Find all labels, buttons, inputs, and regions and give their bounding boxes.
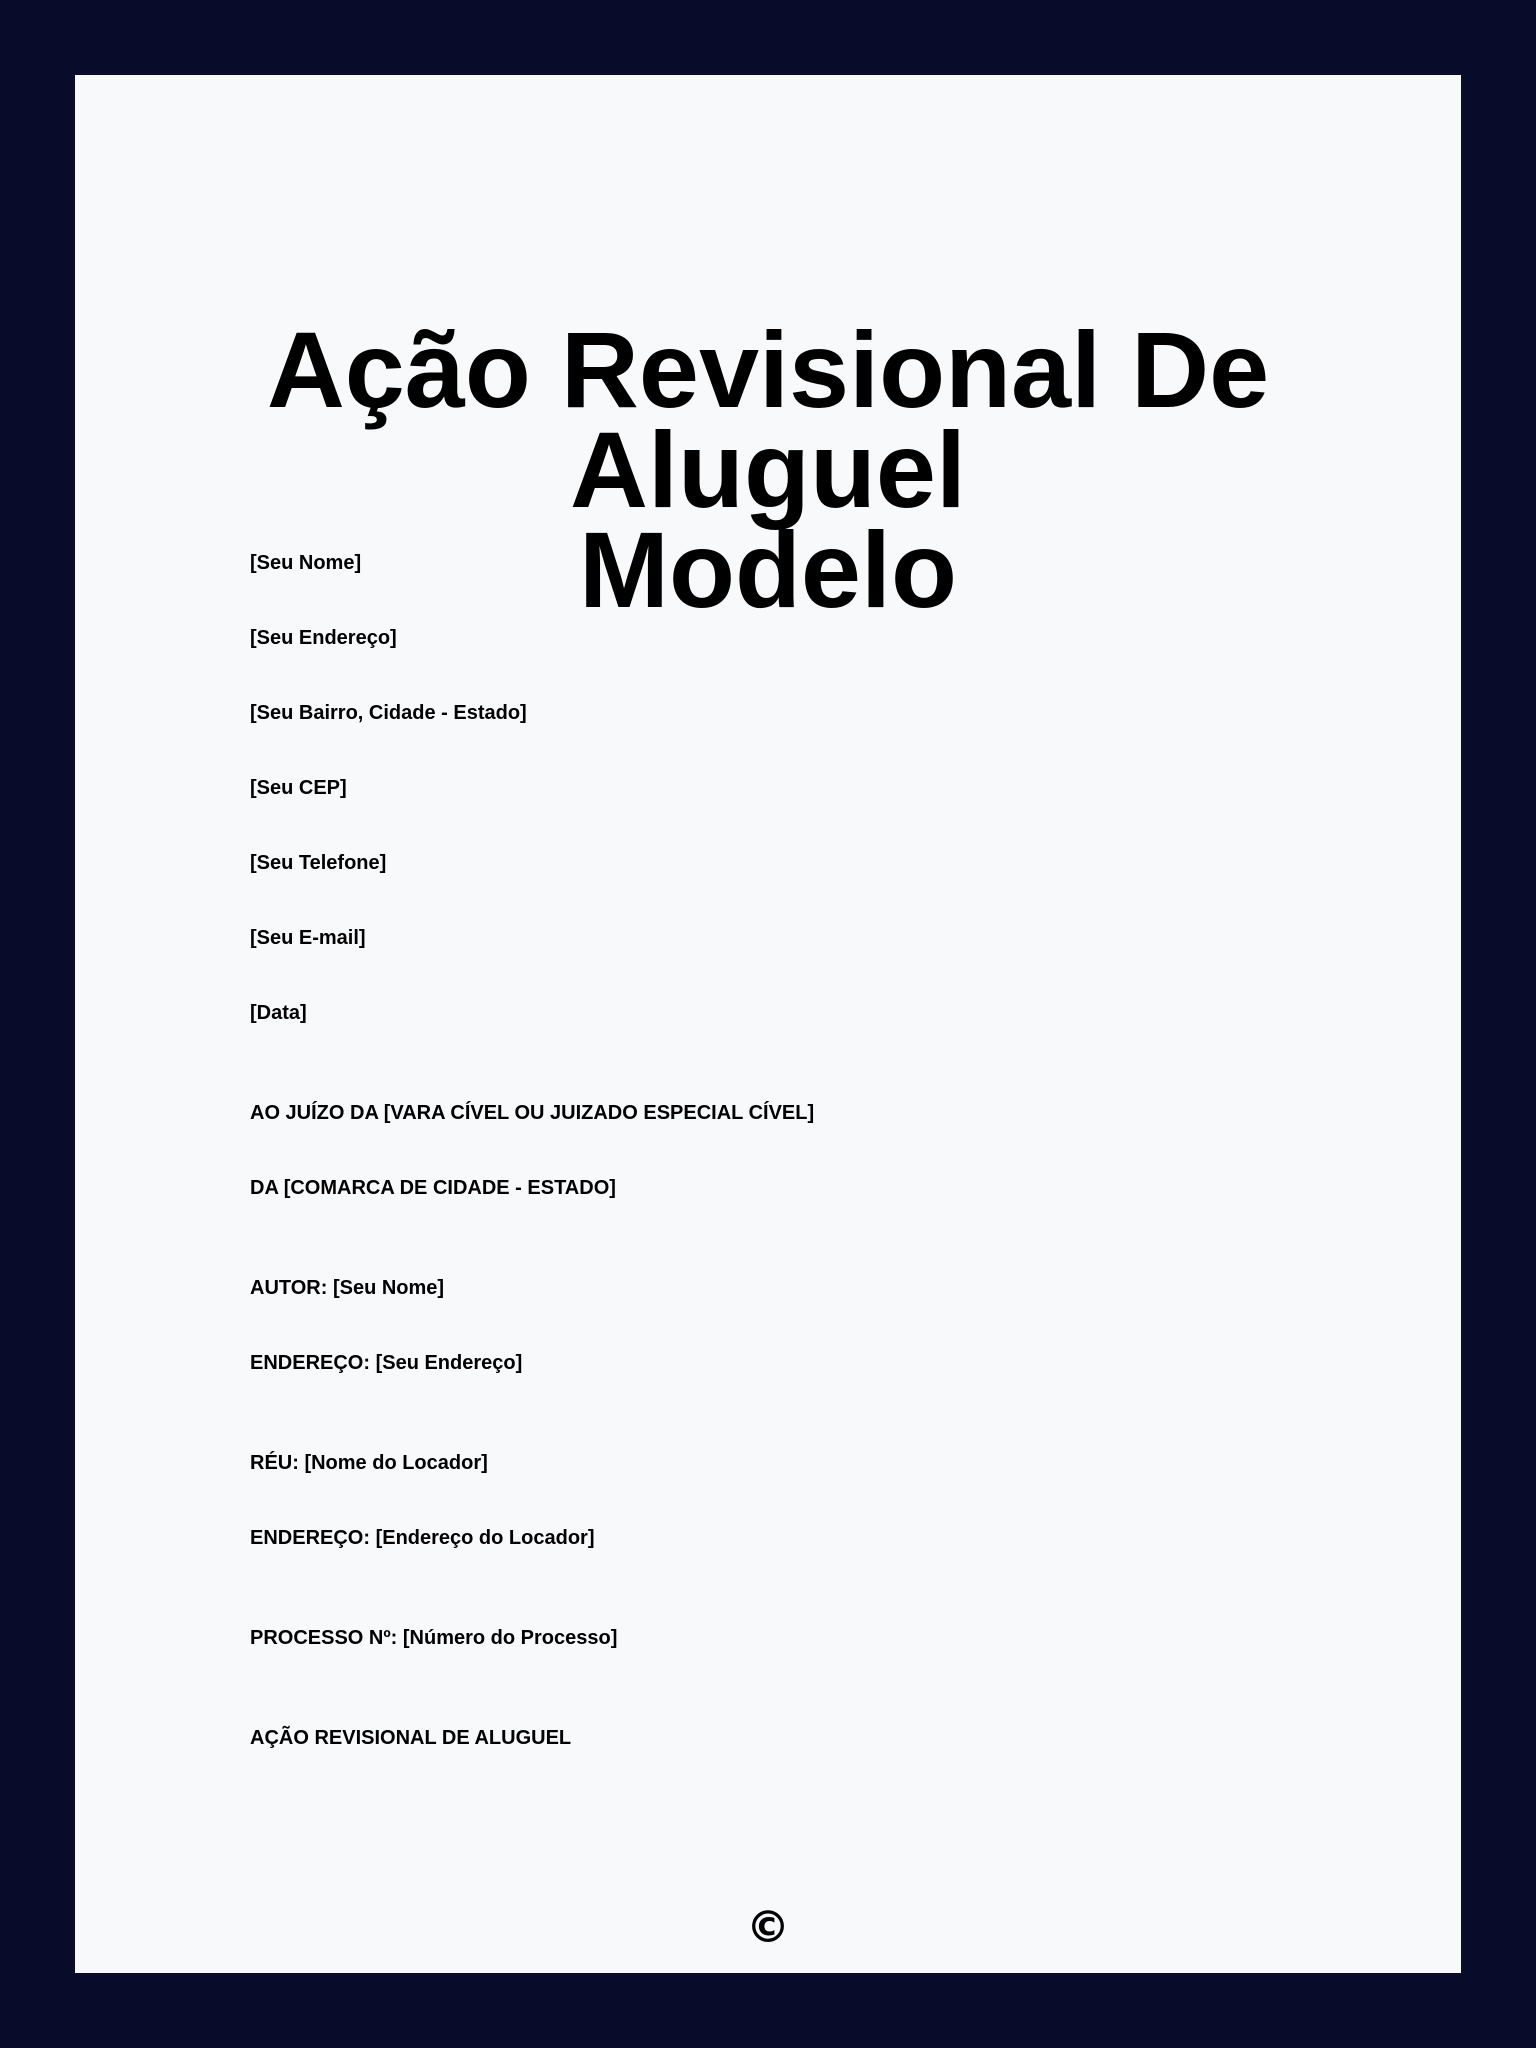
case-number: PROCESSO Nº: [Número do Processo] [250,1627,618,1649]
document-date: [Data] [250,1002,307,1024]
document-title [75,309,1461,630]
title-line-1: Ação Revisional De Aluguel [266,309,1270,530]
plaintiff-address: ENDEREÇO: [Seu Endereço] [250,1352,523,1374]
court-addressee: AO JUÍZO DA [VARA CÍVEL OU JUIZADO ESPECIAL CÍVEL] [250,1102,815,1124]
sender-phone: [Seu Telefone] [250,852,387,874]
plaintiff-name: AUTOR: [Seu Nome] [250,1277,445,1299]
action-heading: AÇÃO REVISIONAL DE ALUGUEL [250,1727,572,1749]
copyright-icon: © [746,1902,790,1953]
sender-zip: [Seu CEP] [250,777,347,799]
defendant-name: RÉU: [Nome do Locador] [250,1452,488,1474]
court-district: DA [COMARCA DE CIDADE - ESTADO] [250,1177,616,1199]
sender-neighborhood-city-state: [Seu Bairro, Cidade - Estado] [250,702,527,724]
document-page [75,75,1461,1973]
sender-address: [Seu Endereço] [250,627,397,649]
title-line-2: Modelo [579,509,957,630]
sender-name: [Seu Nome] [250,552,362,574]
sender-email: [Seu E-mail] [250,927,366,949]
defendant-address: ENDEREÇO: [Endereço do Locador] [250,1527,595,1549]
